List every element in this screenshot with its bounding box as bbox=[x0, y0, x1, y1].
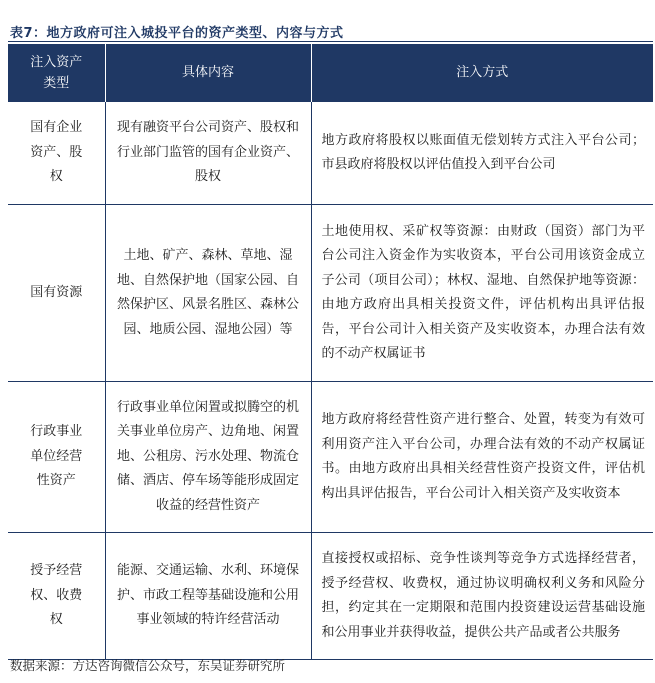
table-row bbox=[8, 382, 653, 533]
header-method: 注入方式 bbox=[311, 44, 653, 102]
row-type-cell: 国有资源 bbox=[8, 205, 105, 382]
asset-injection-table bbox=[8, 44, 653, 660]
header-type: 注入资产类型 bbox=[8, 44, 105, 102]
row-method-cell: 土地使用权、采矿权等资源：由财政（国资）部门为平台公司注入资金作为实收资本，平台公司用该资金成立子公司（项目公司）；林权、湿地、自然保护地等资源：由地方政府出具相关投资文件，评估机构出具评估报告，平台公司计入相关资产及实收资本，办理合法有效的不动产权属证书 bbox=[311, 205, 653, 382]
row-method-cell: 直接授权或招标、竞争性谈判等竞争方式选择经营者，授予经营权、收费权，通过协议明确权利义务和风险分担，约定其在一定期限和范围内投资建设运营基础设施和公用事业并获得收益，提供公共产品或者公共服务 bbox=[311, 533, 653, 660]
header-content: 具体内容 bbox=[105, 44, 311, 102]
row-method-cell: 地方政府将经营性资产进行整合、处置，转变为有效可利用资产注入平台公司，办理合法有效的不动产权属证书。由地方政府出具相关经营性资产投资文件，评估机构出具评估报告，平台公司计入相关资产及实收资本 bbox=[311, 382, 653, 533]
row-content-cell: 能源、交通运输、水利、环境保护、市政工程等基础设施和公用事业领域的特许经营活动 bbox=[105, 533, 311, 660]
row-type-cell: 国有企业资产、股权 bbox=[8, 102, 105, 205]
table-header-row bbox=[8, 44, 653, 102]
row-method-cell: 地方政府将股权以账面值无偿划转方式注入平台公司；市县政府将股权以评估值投入到平台公司 bbox=[311, 102, 653, 205]
table-row bbox=[8, 102, 653, 205]
row-type-cell: 授予经营权、收费权 bbox=[8, 533, 105, 660]
row-content-cell: 行政事业单位闲置或拟腾空的机关事业单位房产、边角地、闲置地、公租房、污水处理、物流仓储、酒店、停车场等能形成固定收益的经营性资产 bbox=[105, 382, 311, 533]
table-row bbox=[8, 533, 653, 660]
row-content-cell: 现有融资平台公司资产、股权和行业部门监管的国有企业资产、股权 bbox=[105, 102, 311, 205]
row-type-cell: 行政事业单位经营性资产 bbox=[8, 382, 105, 533]
title-divider bbox=[8, 41, 653, 42]
table-title: 表7：地方政府可注入城投平台的资产类型、内容与方式 bbox=[10, 26, 344, 41]
data-source-note: 数据来源：方达咨询微信公众号，东吴证券研究所 bbox=[10, 658, 286, 673]
table-row bbox=[8, 205, 653, 382]
row-content-cell: 土地、矿产、森林、草地、湿地、自然保护地（国家公园、自然保护区、风景名胜区、森林公园、地质公园、湿地公园）等 bbox=[105, 205, 311, 382]
